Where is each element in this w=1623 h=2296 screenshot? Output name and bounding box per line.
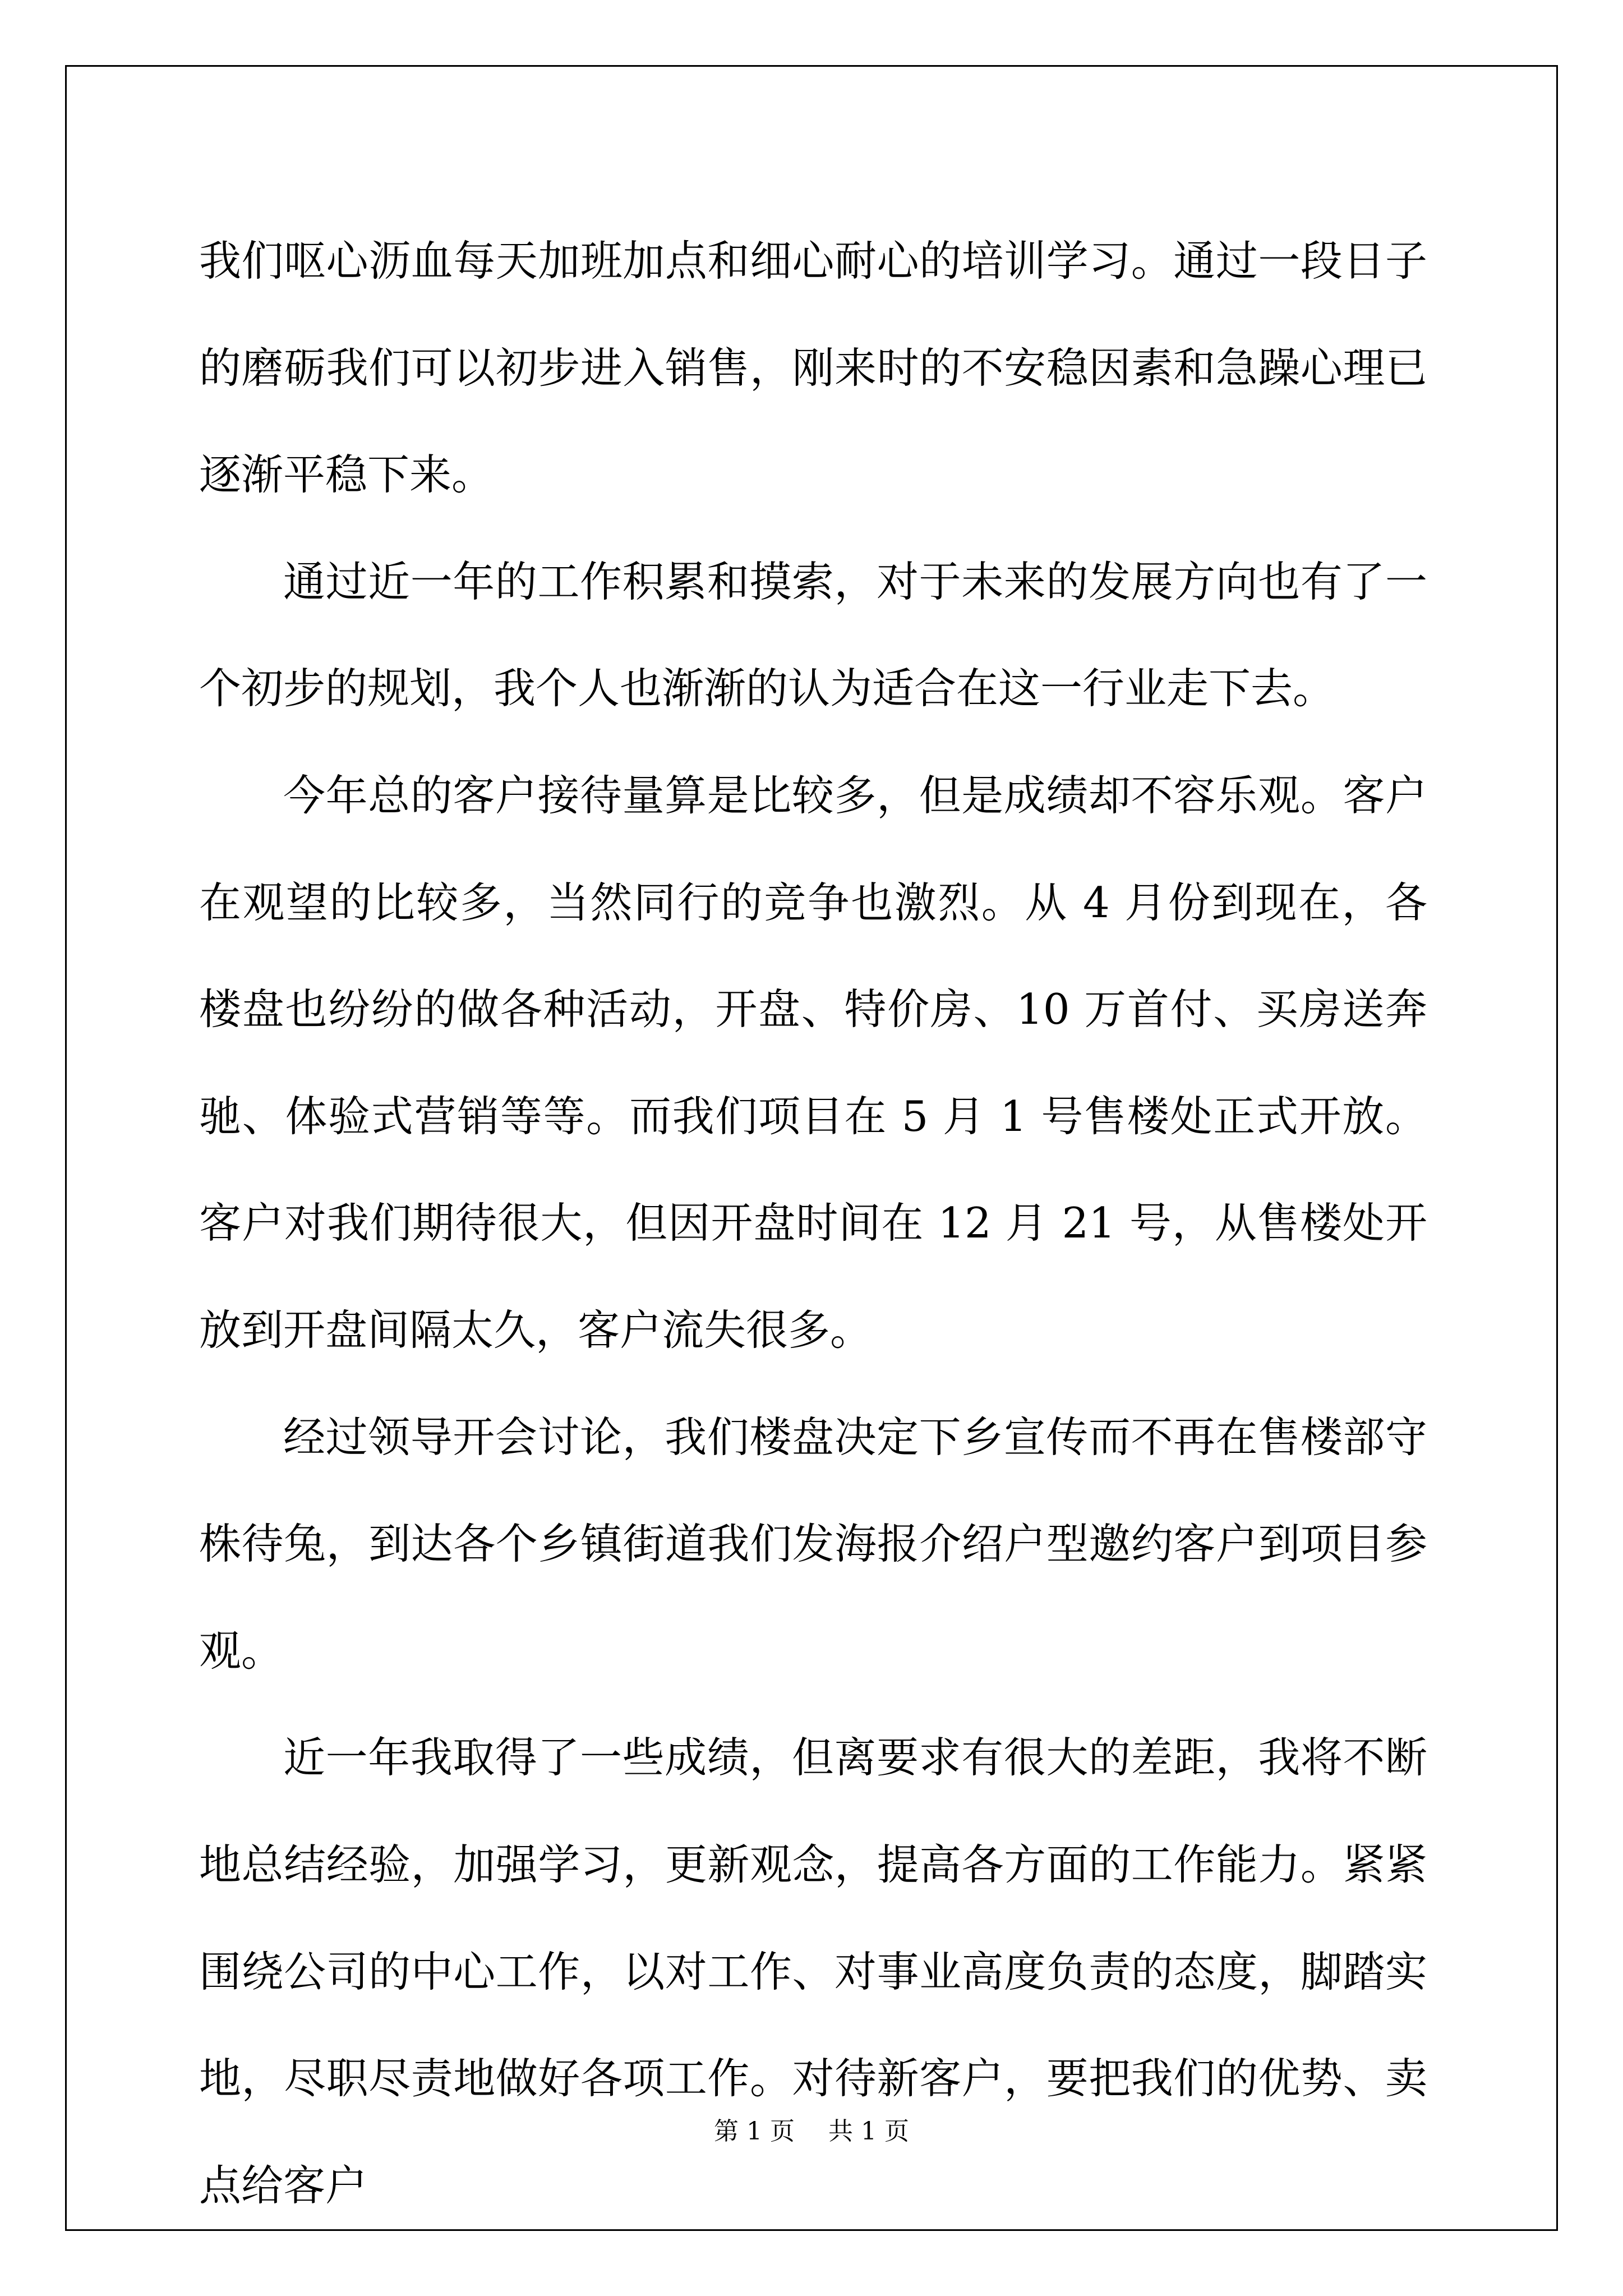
paragraph-5: 近一年我取得了一些成绩，但离要求有很大的差距，我将不断地总结经验，加强学习，更新观念，提高各方面的工作能力。紧紧围绕公司的中心工作，以对工作、对事业高度负责的态度，脚踏实地，尽职尽责地做好各项工作。对待新客户，要把我们的优势、卖点给客户 xyxy=(199,1733,1427,2210)
page-footer xyxy=(0,2115,1623,2148)
paragraph-4: 经过领导开会讨论，我们楼盘决定下乡宣传而不再在售楼部守株待兔，到达各个乡镇街道我们发海报介绍户型邀约客户到项目参观。 xyxy=(199,1412,1427,1676)
page-number: 第 1 页 xyxy=(714,2117,795,2146)
paragraph-1: 我们呕心沥血每天加班加点和细心耐心的培训学习。通过一段日子的磨砺我们可以初步进入销售，刚来时的不安稳因素和急躁心理已逐渐平稳下来。 xyxy=(199,236,1427,500)
paragraph-2: 通过近一年的工作积累和摸索，对于未来的发展方向也有了一个初步的规划，我个人也渐渐的认为适合在这一行业走下去。 xyxy=(199,556,1427,714)
paragraph-3: 今年总的客户接待量算是比较多，但是成绩却不容乐观。客户在观望的比较多，当然同行的竞争也激烈。从 4 月份到现在，各楼盘也纷纷的做各种活动，开盘、特价房、10 万首付、买房送奔驰、体验式营销等等。而我们项目在 5 月 1 号售楼处正式开放。客户对我们期待很大，但因开盘时间在 12 月 21 号，从售楼处开放到开盘间隔太久，客户流失很多。 xyxy=(199,770,1427,1355)
document-body xyxy=(199,208,1427,2239)
page-total: 共 1 页 xyxy=(828,2117,909,2146)
